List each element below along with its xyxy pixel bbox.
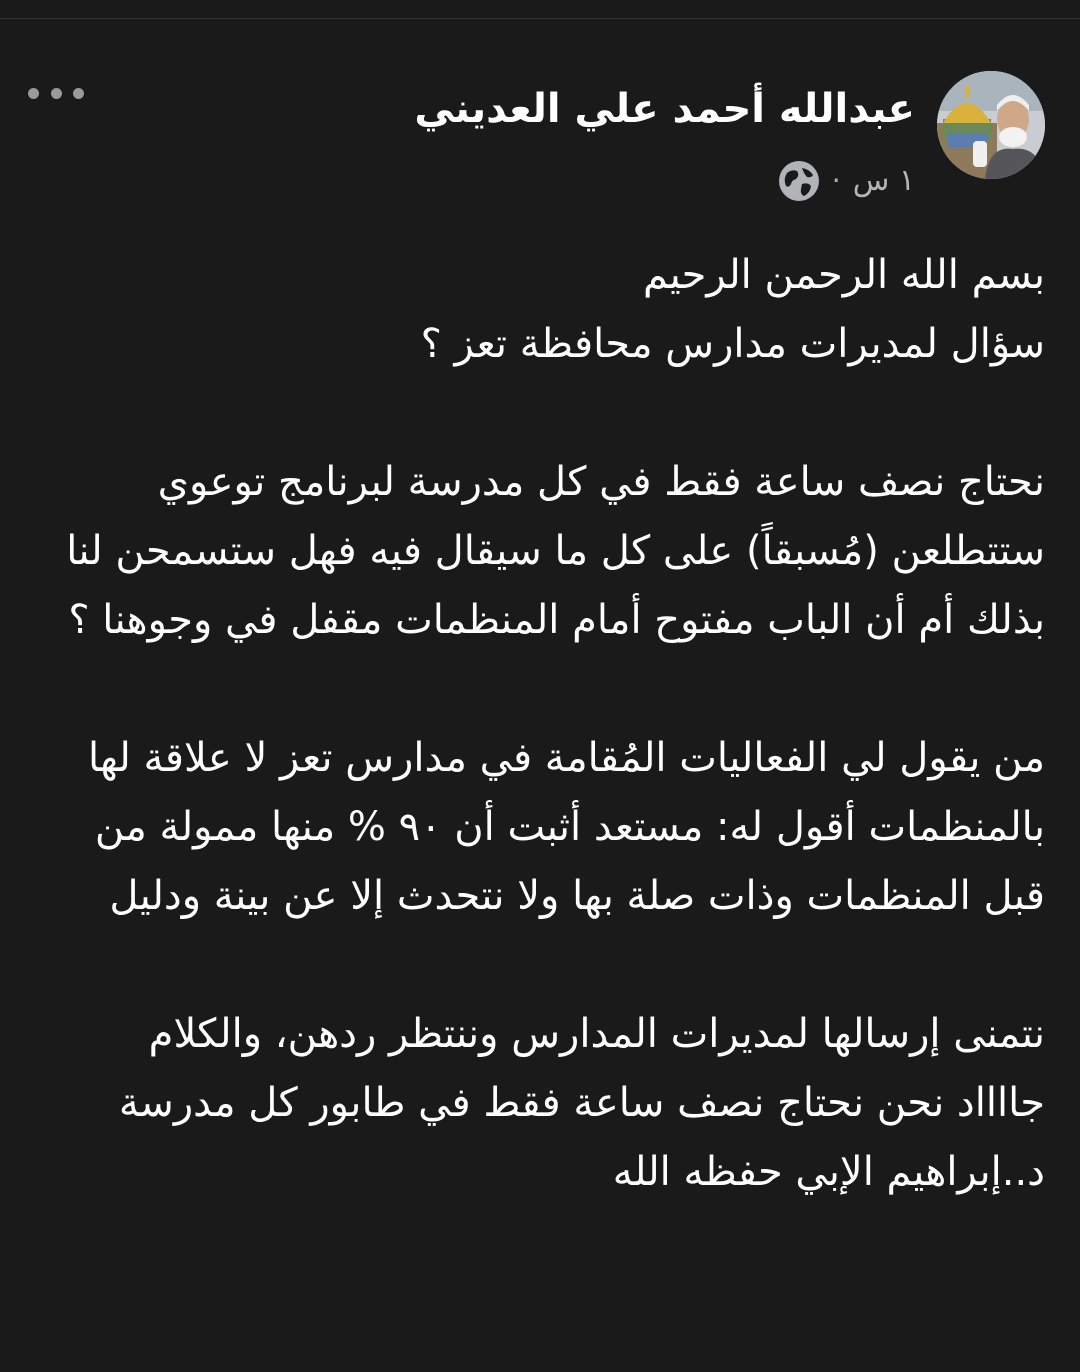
- post-timestamp[interactable]: ١ س: [852, 163, 915, 198]
- globe-icon: [778, 160, 820, 202]
- author-name[interactable]: عبدالله أحمد علي العديني: [414, 86, 915, 132]
- profile-photo: [937, 71, 1045, 179]
- post-card: [0, 19, 1080, 1372]
- avatar[interactable]: [937, 71, 1045, 179]
- post-meta: [778, 159, 915, 203]
- more-horizontal-icon: [51, 88, 62, 99]
- post-paragraph: بسم الله الرحمن الرحيم سؤال لمديرات مدارس محافظة تعز ؟: [420, 252, 1045, 367]
- post-paragraph: من يقول لي الفعاليات المُقامة في مدارس تعز لا علاقة لها بالمنظمات أقول له: مستعد أثبت أن ٩٠ % منها ممولة من قبل المنظمات وذات صلة بها ولا نتحدث إلا عن بينة ودليل: [87, 735, 1045, 919]
- paragraph-gap: [55, 655, 1045, 724]
- post-paragraph: نتمنى إرسالها لمديرات المدارس وننتظر ردهن، والكلام جااااد نحن نحتاج نصف ساعة فقط في طابور كل مدرسة د..إبراهيم الإبي حفظه الله: [118, 1011, 1045, 1195]
- more-horizontal-icon: [28, 88, 39, 99]
- more-options-button[interactable]: [28, 81, 84, 105]
- post-body: [55, 241, 1045, 1207]
- meta-separator: ·: [831, 164, 841, 197]
- paragraph-gap: [55, 379, 1045, 448]
- paragraph-gap: [55, 931, 1045, 1000]
- more-horizontal-icon: [73, 88, 84, 99]
- post-paragraph: نحتاج نصف ساعة فقط في كل مدرسة لبرنامج توعوي ستتطلعن (مُسبقاً) على كل ما سيقال فيه فهل ستسمحن لنا بذلك أم أن الباب مفتوح أمام المنظمات مقفل في وجوهنا ؟: [66, 459, 1045, 643]
